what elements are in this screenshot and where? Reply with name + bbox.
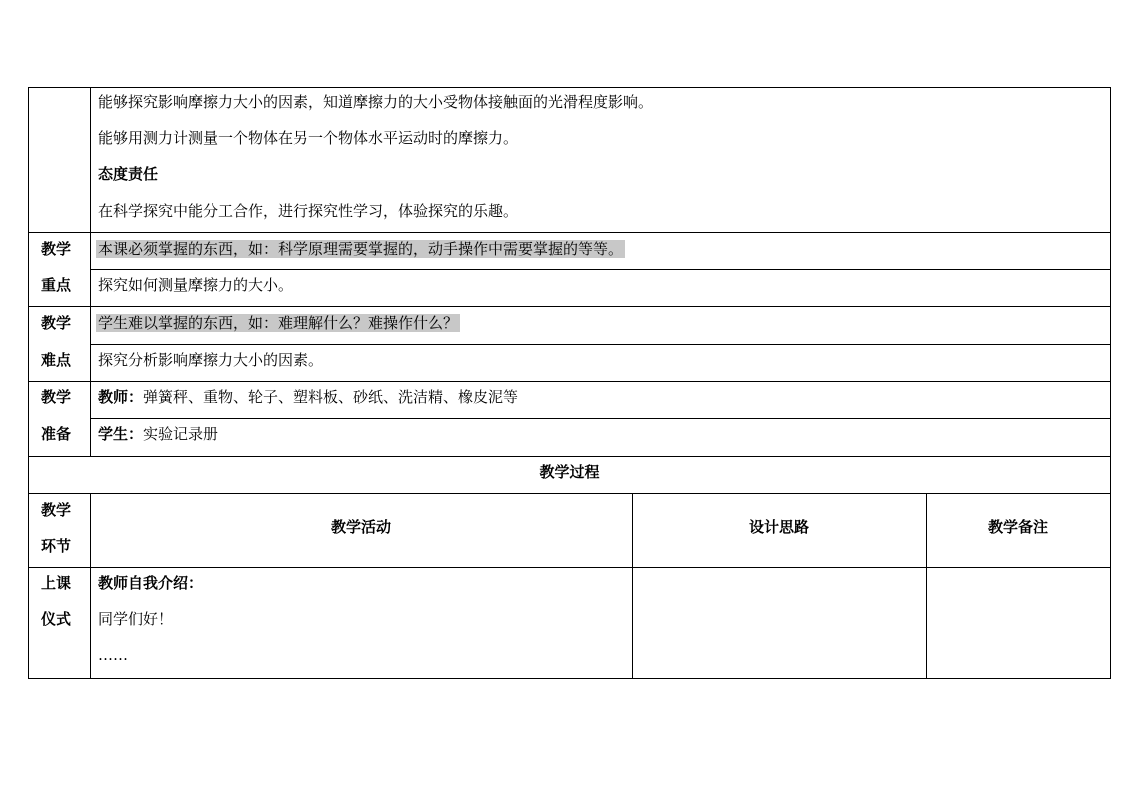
student-label: 学生： <box>98 425 144 443</box>
stage-header: 教学 <box>41 501 72 519</box>
key-points-content: 探究如何测量摩擦力的大小。 <box>98 276 294 294</box>
opening-greeting: 同学们好！ <box>98 610 174 628</box>
opening-heading: 教师自我介绍： <box>98 574 204 592</box>
difficulties-label: 教学 <box>41 314 72 332</box>
opening-label: 上课 <box>41 574 72 592</box>
row-divider <box>28 306 1111 307</box>
row-divider <box>28 456 1111 457</box>
preparation-label: 准备 <box>41 425 72 443</box>
row-divider <box>28 567 1111 568</box>
attitude-heading: 态度责任 <box>98 165 159 183</box>
table-border-top <box>28 87 1111 88</box>
row-divider <box>90 418 1111 419</box>
teacher-materials <box>98 387 518 407</box>
student-materials <box>98 424 218 444</box>
table-border-left <box>28 87 29 679</box>
difficulties-hint <box>96 313 460 333</box>
opening-ellipsis: …… <box>98 646 128 664</box>
column-divider <box>90 87 91 457</box>
objective-line: 能够用测力计测量一个物体在另一个物体水平运动时的摩擦力。 <box>98 129 519 147</box>
difficulties-label: 难点 <box>41 351 72 369</box>
stage-header: 环节 <box>41 537 72 555</box>
activity-header: 教学活动 <box>330 518 391 536</box>
table-border-bottom <box>28 678 1111 679</box>
design-header: 设计思路 <box>748 518 809 536</box>
key-points-label: 重点 <box>41 276 72 294</box>
objective-line: 在科学探究中能分工合作，进行探究性学习，体验探究的乐趣。 <box>98 202 519 220</box>
row-divider <box>28 381 1111 382</box>
key-points-hint <box>96 239 625 259</box>
teacher-label: 教师： <box>98 388 144 406</box>
teacher-items: 弹簧秤、重物、轮子、塑料板、砂纸、洗洁精、橡皮泥等 <box>143 388 519 406</box>
student-items: 实验记录册 <box>143 425 219 443</box>
process-title: 教学过程 <box>539 463 600 481</box>
opening-label: 仪式 <box>41 610 72 628</box>
notes-header: 教学备注 <box>987 518 1048 536</box>
objective-line: 能够探究影响摩擦力大小的因素，知道摩擦力的大小受物体接触面的光滑程度影响。 <box>98 93 654 111</box>
table-border-right <box>1110 87 1111 679</box>
row-divider <box>90 344 1111 345</box>
highlighted-hint: 本课必须掌握的东西，如：科学原理需要掌握的，动手操作中需要掌握的等等。 <box>98 240 624 258</box>
row-divider <box>28 232 1111 233</box>
row-divider <box>28 493 1111 494</box>
difficulties-content: 探究分析影响摩擦力大小的因素。 <box>98 351 324 369</box>
preparation-label: 教学 <box>41 388 72 406</box>
key-points-label: 教学 <box>41 240 72 258</box>
highlighted-hint: 学生难以掌握的东西，如：难理解什么？难操作什么？ <box>98 314 459 332</box>
row-divider <box>90 269 1111 270</box>
